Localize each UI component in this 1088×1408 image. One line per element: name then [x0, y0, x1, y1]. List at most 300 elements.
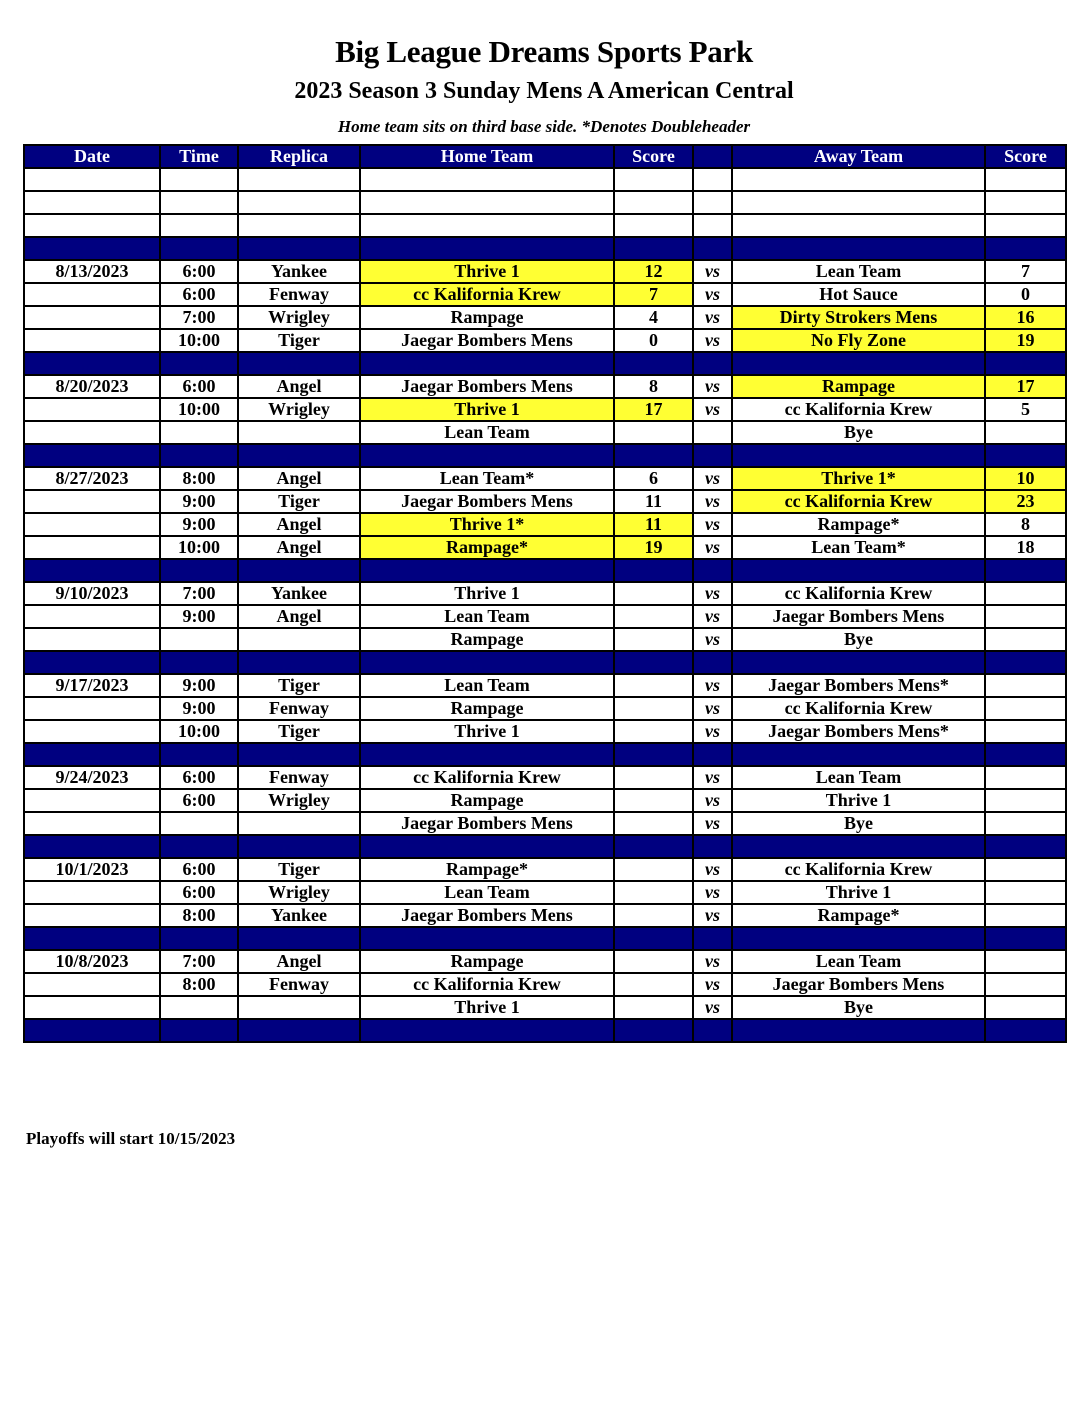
time-cell: 9:00 [160, 513, 238, 536]
date-cell [24, 559, 160, 582]
date-cell [24, 352, 160, 375]
home-score-cell [614, 973, 693, 996]
game-row [24, 283, 1066, 306]
replica-cell [238, 191, 360, 214]
home-score-cell: 8 [614, 375, 693, 398]
time-cell: 7:00 [160, 306, 238, 329]
time-cell [160, 651, 238, 674]
home-team-cell: cc Kalifornia Krew [360, 973, 614, 996]
vs-cell: vs [693, 996, 732, 1019]
vs-cell: vs [693, 490, 732, 513]
away-score-cell: 10 [985, 467, 1066, 490]
home-score-cell [614, 835, 693, 858]
game-row [24, 467, 1066, 490]
away-team-cell [732, 444, 985, 467]
home-score-cell [614, 789, 693, 812]
vs-cell: vs [693, 375, 732, 398]
away-score-cell [985, 237, 1066, 260]
replica-cell [238, 1019, 360, 1042]
date-cell [24, 697, 160, 720]
away-score-cell [985, 168, 1066, 191]
replica-cell [238, 743, 360, 766]
date-cell [24, 720, 160, 743]
away-team-cell [732, 237, 985, 260]
away-team-cell: Bye [732, 812, 985, 835]
date-cell [24, 973, 160, 996]
replica-cell [238, 444, 360, 467]
time-cell: 6:00 [160, 881, 238, 904]
replica-cell [238, 996, 360, 1019]
time-cell: 7:00 [160, 950, 238, 973]
date-cell [24, 168, 160, 191]
date-cell [24, 306, 160, 329]
date-cell [24, 191, 160, 214]
date-cell [24, 237, 160, 260]
away-score-cell [985, 559, 1066, 582]
away-team-cell [732, 743, 985, 766]
vs-cell: vs [693, 306, 732, 329]
home-team-cell [360, 168, 614, 191]
home-team-cell: Lean Team [360, 881, 614, 904]
home-team-cell: Rampage [360, 950, 614, 973]
date-cell: 8/27/2023 [24, 467, 160, 490]
week-separator-row [24, 352, 1066, 375]
time-cell: 7:00 [160, 582, 238, 605]
away-team-cell: Lean Team* [732, 536, 985, 559]
away-score-cell [985, 743, 1066, 766]
date-cell [24, 1019, 160, 1042]
col-time: Time [160, 145, 238, 168]
away-score-cell: 18 [985, 536, 1066, 559]
vs-cell: vs [693, 973, 732, 996]
blank-row [24, 168, 1066, 191]
away-score-cell [985, 950, 1066, 973]
home-team-cell: Thrive 1 [360, 260, 614, 283]
vs-cell: vs [693, 950, 732, 973]
away-score-cell [985, 835, 1066, 858]
page-subtitle: 2023 Season 3 Sunday Mens A American Central [294, 78, 794, 104]
away-team-cell [732, 1019, 985, 1042]
home-score-cell [614, 1019, 693, 1042]
week-separator-row [24, 835, 1066, 858]
time-cell: 9:00 [160, 697, 238, 720]
home-team-cell [360, 352, 614, 375]
replica-cell: Angel [238, 375, 360, 398]
time-cell: 6:00 [160, 789, 238, 812]
game-row [24, 260, 1066, 283]
home-team-cell: Lean Team [360, 421, 614, 444]
home-team-cell: Thrive 1 [360, 720, 614, 743]
home-team-cell [360, 444, 614, 467]
away-score-cell: 0 [985, 283, 1066, 306]
home-team-cell [360, 237, 614, 260]
schedule-table [23, 144, 1067, 1043]
time-cell [160, 996, 238, 1019]
home-score-cell [614, 996, 693, 1019]
game-row [24, 904, 1066, 927]
game-row [24, 605, 1066, 628]
vs-cell: vs [693, 766, 732, 789]
away-team-cell: Lean Team [732, 766, 985, 789]
away-team-cell: cc Kalifornia Krew [732, 697, 985, 720]
game-row [24, 513, 1066, 536]
date-cell [24, 421, 160, 444]
home-score-cell [614, 191, 693, 214]
time-cell: 9:00 [160, 605, 238, 628]
time-cell: 6:00 [160, 375, 238, 398]
away-team-cell: Lean Team [732, 950, 985, 973]
away-team-cell: Thrive 1 [732, 881, 985, 904]
home-team-cell: Jaegar Bombers Mens [360, 329, 614, 352]
date-cell: 9/24/2023 [24, 766, 160, 789]
home-score-cell [614, 444, 693, 467]
vs-cell [693, 835, 732, 858]
replica-cell [238, 559, 360, 582]
time-cell [160, 628, 238, 651]
week-separator-row [24, 237, 1066, 260]
away-score-cell: 7 [985, 260, 1066, 283]
away-team-cell [732, 214, 985, 237]
away-score-cell [985, 651, 1066, 674]
replica-cell: Angel [238, 467, 360, 490]
away-score-cell [985, 766, 1066, 789]
home-score-cell [614, 237, 693, 260]
vs-cell [693, 237, 732, 260]
replica-cell: Fenway [238, 283, 360, 306]
time-cell [160, 812, 238, 835]
away-team-cell [732, 559, 985, 582]
game-row [24, 996, 1066, 1019]
home-team-cell: cc Kalifornia Krew [360, 766, 614, 789]
home-score-cell [614, 904, 693, 927]
replica-cell: Tiger [238, 720, 360, 743]
home-team-cell: Thrive 1 [360, 398, 614, 421]
week-separator-row [24, 444, 1066, 467]
replica-cell: Wrigley [238, 789, 360, 812]
replica-cell [238, 352, 360, 375]
away-team-cell: Thrive 1* [732, 467, 985, 490]
vs-cell: vs [693, 628, 732, 651]
replica-cell: Angel [238, 513, 360, 536]
time-cell [160, 237, 238, 260]
time-cell: 9:00 [160, 490, 238, 513]
away-team-cell: Lean Team [732, 260, 985, 283]
date-cell [24, 812, 160, 835]
home-score-cell: 12 [614, 260, 693, 283]
home-team-cell: Rampage [360, 789, 614, 812]
away-team-cell: cc Kalifornia Krew [732, 490, 985, 513]
vs-cell [693, 214, 732, 237]
vs-cell [693, 444, 732, 467]
playoffs-note: Playoffs will start 10/15/2023 [26, 1129, 236, 1148]
replica-cell [238, 812, 360, 835]
time-cell: 10:00 [160, 329, 238, 352]
time-cell: 8:00 [160, 973, 238, 996]
replica-cell: Wrigley [238, 306, 360, 329]
away-team-cell: Bye [732, 996, 985, 1019]
date-cell [24, 536, 160, 559]
vs-cell [693, 191, 732, 214]
game-row [24, 674, 1066, 697]
game-row [24, 766, 1066, 789]
time-cell [160, 743, 238, 766]
home-score-cell [614, 628, 693, 651]
away-score-cell [985, 812, 1066, 835]
home-team-cell [360, 927, 614, 950]
home-team-cell: Rampage* [360, 858, 614, 881]
time-cell [160, 835, 238, 858]
away-team-cell: Jaegar Bombers Mens [732, 605, 985, 628]
date-cell [24, 835, 160, 858]
week-separator-row [24, 559, 1066, 582]
col-home-score: Score [614, 145, 693, 168]
home-team-cell: Jaegar Bombers Mens [360, 812, 614, 835]
time-cell: 8:00 [160, 467, 238, 490]
away-score-cell [985, 789, 1066, 812]
time-cell: 6:00 [160, 766, 238, 789]
col-vs [693, 145, 732, 168]
replica-cell: Yankee [238, 904, 360, 927]
away-team-cell [732, 168, 985, 191]
vs-cell: vs [693, 881, 732, 904]
date-cell: 10/8/2023 [24, 950, 160, 973]
date-cell [24, 881, 160, 904]
replica-cell [238, 927, 360, 950]
home-team-cell: Jaegar Bombers Mens [360, 490, 614, 513]
away-team-cell: Jaegar Bombers Mens* [732, 720, 985, 743]
time-cell [160, 559, 238, 582]
date-cell [24, 490, 160, 513]
game-row [24, 789, 1066, 812]
away-team-cell: Rampage* [732, 904, 985, 927]
vs-cell [693, 352, 732, 375]
game-row [24, 582, 1066, 605]
home-score-cell: 19 [614, 536, 693, 559]
home-score-cell [614, 950, 693, 973]
home-score-cell: 4 [614, 306, 693, 329]
game-row [24, 421, 1066, 444]
replica-cell: Tiger [238, 674, 360, 697]
game-row [24, 628, 1066, 651]
away-team-cell [732, 651, 985, 674]
vs-cell: vs [693, 789, 732, 812]
away-score-cell [985, 214, 1066, 237]
date-cell [24, 444, 160, 467]
away-team-cell: Jaegar Bombers Mens [732, 973, 985, 996]
away-score-cell [985, 858, 1066, 881]
replica-cell: Yankee [238, 582, 360, 605]
away-score-cell [985, 191, 1066, 214]
game-row [24, 812, 1066, 835]
date-cell [24, 329, 160, 352]
away-score-cell [985, 444, 1066, 467]
away-score-cell [985, 582, 1066, 605]
time-cell [160, 214, 238, 237]
time-cell: 6:00 [160, 858, 238, 881]
replica-cell: Tiger [238, 858, 360, 881]
away-team-cell [732, 835, 985, 858]
away-team-cell: Jaegar Bombers Mens* [732, 674, 985, 697]
away-score-cell [985, 927, 1066, 950]
replica-cell: Fenway [238, 973, 360, 996]
home-score-cell: 11 [614, 513, 693, 536]
game-row [24, 858, 1066, 881]
home-score-cell: 17 [614, 398, 693, 421]
week-separator-row [24, 743, 1066, 766]
home-score-cell [614, 927, 693, 950]
time-cell [160, 352, 238, 375]
vs-cell: vs [693, 812, 732, 835]
away-score-cell: 23 [985, 490, 1066, 513]
away-score-cell [985, 674, 1066, 697]
vs-cell [693, 927, 732, 950]
home-score-cell [614, 605, 693, 628]
home-score-cell: 0 [614, 329, 693, 352]
vs-cell [693, 1019, 732, 1042]
home-team-cell: Jaegar Bombers Mens [360, 375, 614, 398]
game-row [24, 329, 1066, 352]
home-score-cell [614, 697, 693, 720]
blank-row [24, 214, 1066, 237]
time-cell: 6:00 [160, 283, 238, 306]
replica-cell [238, 168, 360, 191]
home-team-cell [360, 651, 614, 674]
game-row [24, 490, 1066, 513]
vs-cell: vs [693, 260, 732, 283]
vs-cell: vs [693, 674, 732, 697]
home-team-cell [360, 1019, 614, 1042]
home-score-cell [614, 214, 693, 237]
away-score-cell [985, 421, 1066, 444]
home-team-cell: Rampage [360, 306, 614, 329]
time-cell: 10:00 [160, 720, 238, 743]
date-cell [24, 628, 160, 651]
time-cell [160, 168, 238, 191]
time-cell: 9:00 [160, 674, 238, 697]
vs-cell: vs [693, 398, 732, 421]
vs-cell: vs [693, 582, 732, 605]
col-date: Date [24, 145, 160, 168]
home-team-cell: Rampage [360, 697, 614, 720]
schedule-body [24, 168, 1066, 1042]
home-team-cell: cc Kalifornia Krew [360, 283, 614, 306]
vs-cell: vs [693, 697, 732, 720]
away-team-cell [732, 352, 985, 375]
time-cell [160, 444, 238, 467]
away-team-cell: Bye [732, 421, 985, 444]
game-row [24, 398, 1066, 421]
week-separator-row [24, 1019, 1066, 1042]
home-team-cell: Lean Team [360, 605, 614, 628]
away-score-cell: 17 [985, 375, 1066, 398]
time-cell: 10:00 [160, 398, 238, 421]
home-score-cell [614, 858, 693, 881]
vs-cell: vs [693, 858, 732, 881]
home-score-cell: 6 [614, 467, 693, 490]
time-cell [160, 927, 238, 950]
time-cell [160, 191, 238, 214]
date-cell [24, 927, 160, 950]
date-cell [24, 513, 160, 536]
vs-cell: vs [693, 329, 732, 352]
date-cell [24, 283, 160, 306]
away-score-cell: 8 [985, 513, 1066, 536]
away-score-cell [985, 996, 1066, 1019]
replica-cell: Wrigley [238, 398, 360, 421]
home-score-cell [614, 674, 693, 697]
time-cell [160, 421, 238, 444]
away-team-cell: cc Kalifornia Krew [732, 582, 985, 605]
home-score-cell [614, 352, 693, 375]
replica-cell [238, 421, 360, 444]
replica-cell: Angel [238, 605, 360, 628]
away-score-cell [985, 881, 1066, 904]
home-team-cell [360, 559, 614, 582]
col-away-score: Score [985, 145, 1066, 168]
vs-cell: vs [693, 513, 732, 536]
home-score-cell: 7 [614, 283, 693, 306]
vs-cell [693, 421, 732, 444]
away-score-cell [985, 697, 1066, 720]
game-row [24, 306, 1066, 329]
home-team-cell: Rampage [360, 628, 614, 651]
away-team-cell: No Fly Zone [732, 329, 985, 352]
game-row [24, 950, 1066, 973]
replica-cell: Angel [238, 536, 360, 559]
home-score-cell [614, 812, 693, 835]
away-team-cell: Bye [732, 628, 985, 651]
page-title: Big League Dreams Sports Park [335, 34, 753, 69]
date-cell: 9/17/2023 [24, 674, 160, 697]
time-cell: 6:00 [160, 260, 238, 283]
away-score-cell: 19 [985, 329, 1066, 352]
date-cell: 8/13/2023 [24, 260, 160, 283]
away-team-cell: Rampage* [732, 513, 985, 536]
away-score-cell [985, 628, 1066, 651]
week-separator-row [24, 651, 1066, 674]
away-score-cell [985, 605, 1066, 628]
away-team-cell: cc Kalifornia Krew [732, 398, 985, 421]
away-team-cell: Rampage [732, 375, 985, 398]
vs-cell [693, 559, 732, 582]
replica-cell: Tiger [238, 329, 360, 352]
replica-cell [238, 835, 360, 858]
col-away-team: Away Team [732, 145, 985, 168]
home-score-cell [614, 582, 693, 605]
replica-cell [238, 651, 360, 674]
date-cell: 10/1/2023 [24, 858, 160, 881]
date-cell [24, 904, 160, 927]
vs-cell: vs [693, 605, 732, 628]
vs-cell: vs [693, 283, 732, 306]
away-score-cell [985, 904, 1066, 927]
date-cell [24, 605, 160, 628]
time-cell: 8:00 [160, 904, 238, 927]
date-cell [24, 651, 160, 674]
time-cell: 10:00 [160, 536, 238, 559]
home-team-cell [360, 214, 614, 237]
home-score-cell [614, 421, 693, 444]
vs-cell [693, 651, 732, 674]
home-team-cell: Thrive 1 [360, 582, 614, 605]
home-score-cell [614, 168, 693, 191]
away-team-cell [732, 927, 985, 950]
replica-cell [238, 628, 360, 651]
game-row [24, 375, 1066, 398]
date-cell [24, 398, 160, 421]
date-cell: 9/10/2023 [24, 582, 160, 605]
time-cell [160, 1019, 238, 1042]
